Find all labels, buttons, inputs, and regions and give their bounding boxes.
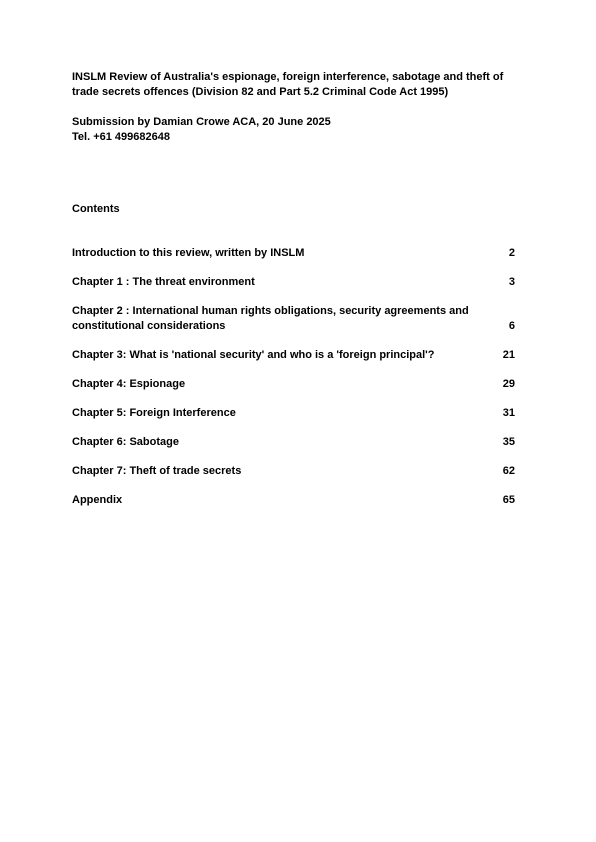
toc-entry-title-line: Chapter 7: Theft of trade secrets: [72, 465, 242, 477]
toc-entry-title-line: Appendix: [72, 494, 123, 506]
toc-entry: [72, 304, 517, 334]
toc-entry-title-line: Chapter 6: Sabotage: [72, 436, 179, 448]
submission-line: Submission by Damian Crowe ACA, 20 June 2025: [72, 116, 331, 128]
toc-entry: [72, 246, 517, 261]
toc-entry-title: [72, 464, 517, 479]
toc-entry-title: [72, 377, 517, 392]
submission-info: [72, 115, 331, 145]
toc-entry-page-number: 3: [508, 276, 515, 288]
toc-entry-page-number: 62: [502, 465, 515, 477]
toc-entry-title-line: Introduction to this review, written by INSLM: [72, 247, 305, 259]
document-title-line-2: trade secrets offences (Division 82 and Part 5.2 Criminal Code Act 1995): [72, 86, 449, 98]
toc-entry: [72, 406, 517, 421]
toc-entry: [72, 464, 517, 479]
toc-entry-page-number: 31: [502, 407, 515, 419]
toc-entry-page-number: 6: [508, 320, 515, 332]
contents-heading: Contents: [72, 203, 120, 215]
telephone-line: Tel. +61 499682648: [72, 131, 170, 143]
toc-entry-title-line: Chapter 4: Espionage: [72, 378, 186, 390]
toc-entry-title-line: Chapter 1 : The threat environment: [72, 276, 255, 288]
document-title: [72, 70, 503, 100]
toc-entry-page-number: 65: [502, 494, 515, 506]
toc-entry: [72, 348, 517, 363]
toc-entry: [72, 377, 517, 392]
toc-entry-title: [72, 304, 517, 334]
toc-entry-title: [72, 435, 517, 450]
toc-entry-title: [72, 406, 517, 421]
table-of-contents: [72, 246, 517, 522]
toc-entry-page-number: 29: [502, 378, 515, 390]
toc-entry-title: [72, 493, 517, 508]
toc-entry-title-line: constitutional considerations: [72, 320, 226, 332]
toc-entry-title-line: Chapter 2 : International human rights obligations, security agreements and: [72, 305, 469, 317]
toc-entry-page-number: 2: [508, 247, 515, 259]
toc-entry-title: [72, 246, 517, 261]
toc-entry-page-number: 21: [502, 349, 515, 361]
document-title-line-1: INSLM Review of Australia's espionage, foreign interference, sabotage and theft of: [72, 71, 504, 83]
toc-entry: [72, 435, 517, 450]
toc-entry-page-number: 35: [502, 436, 515, 448]
toc-entry-title: [72, 348, 517, 363]
toc-entry: [72, 493, 517, 508]
toc-entry-title-line: Chapter 5: Foreign Interference: [72, 407, 236, 419]
toc-entry-title: [72, 275, 517, 290]
toc-entry: [72, 275, 517, 290]
toc-entry-title-line: Chapter 3: What is 'national security' and who is a 'foreign principal'?: [72, 349, 435, 361]
